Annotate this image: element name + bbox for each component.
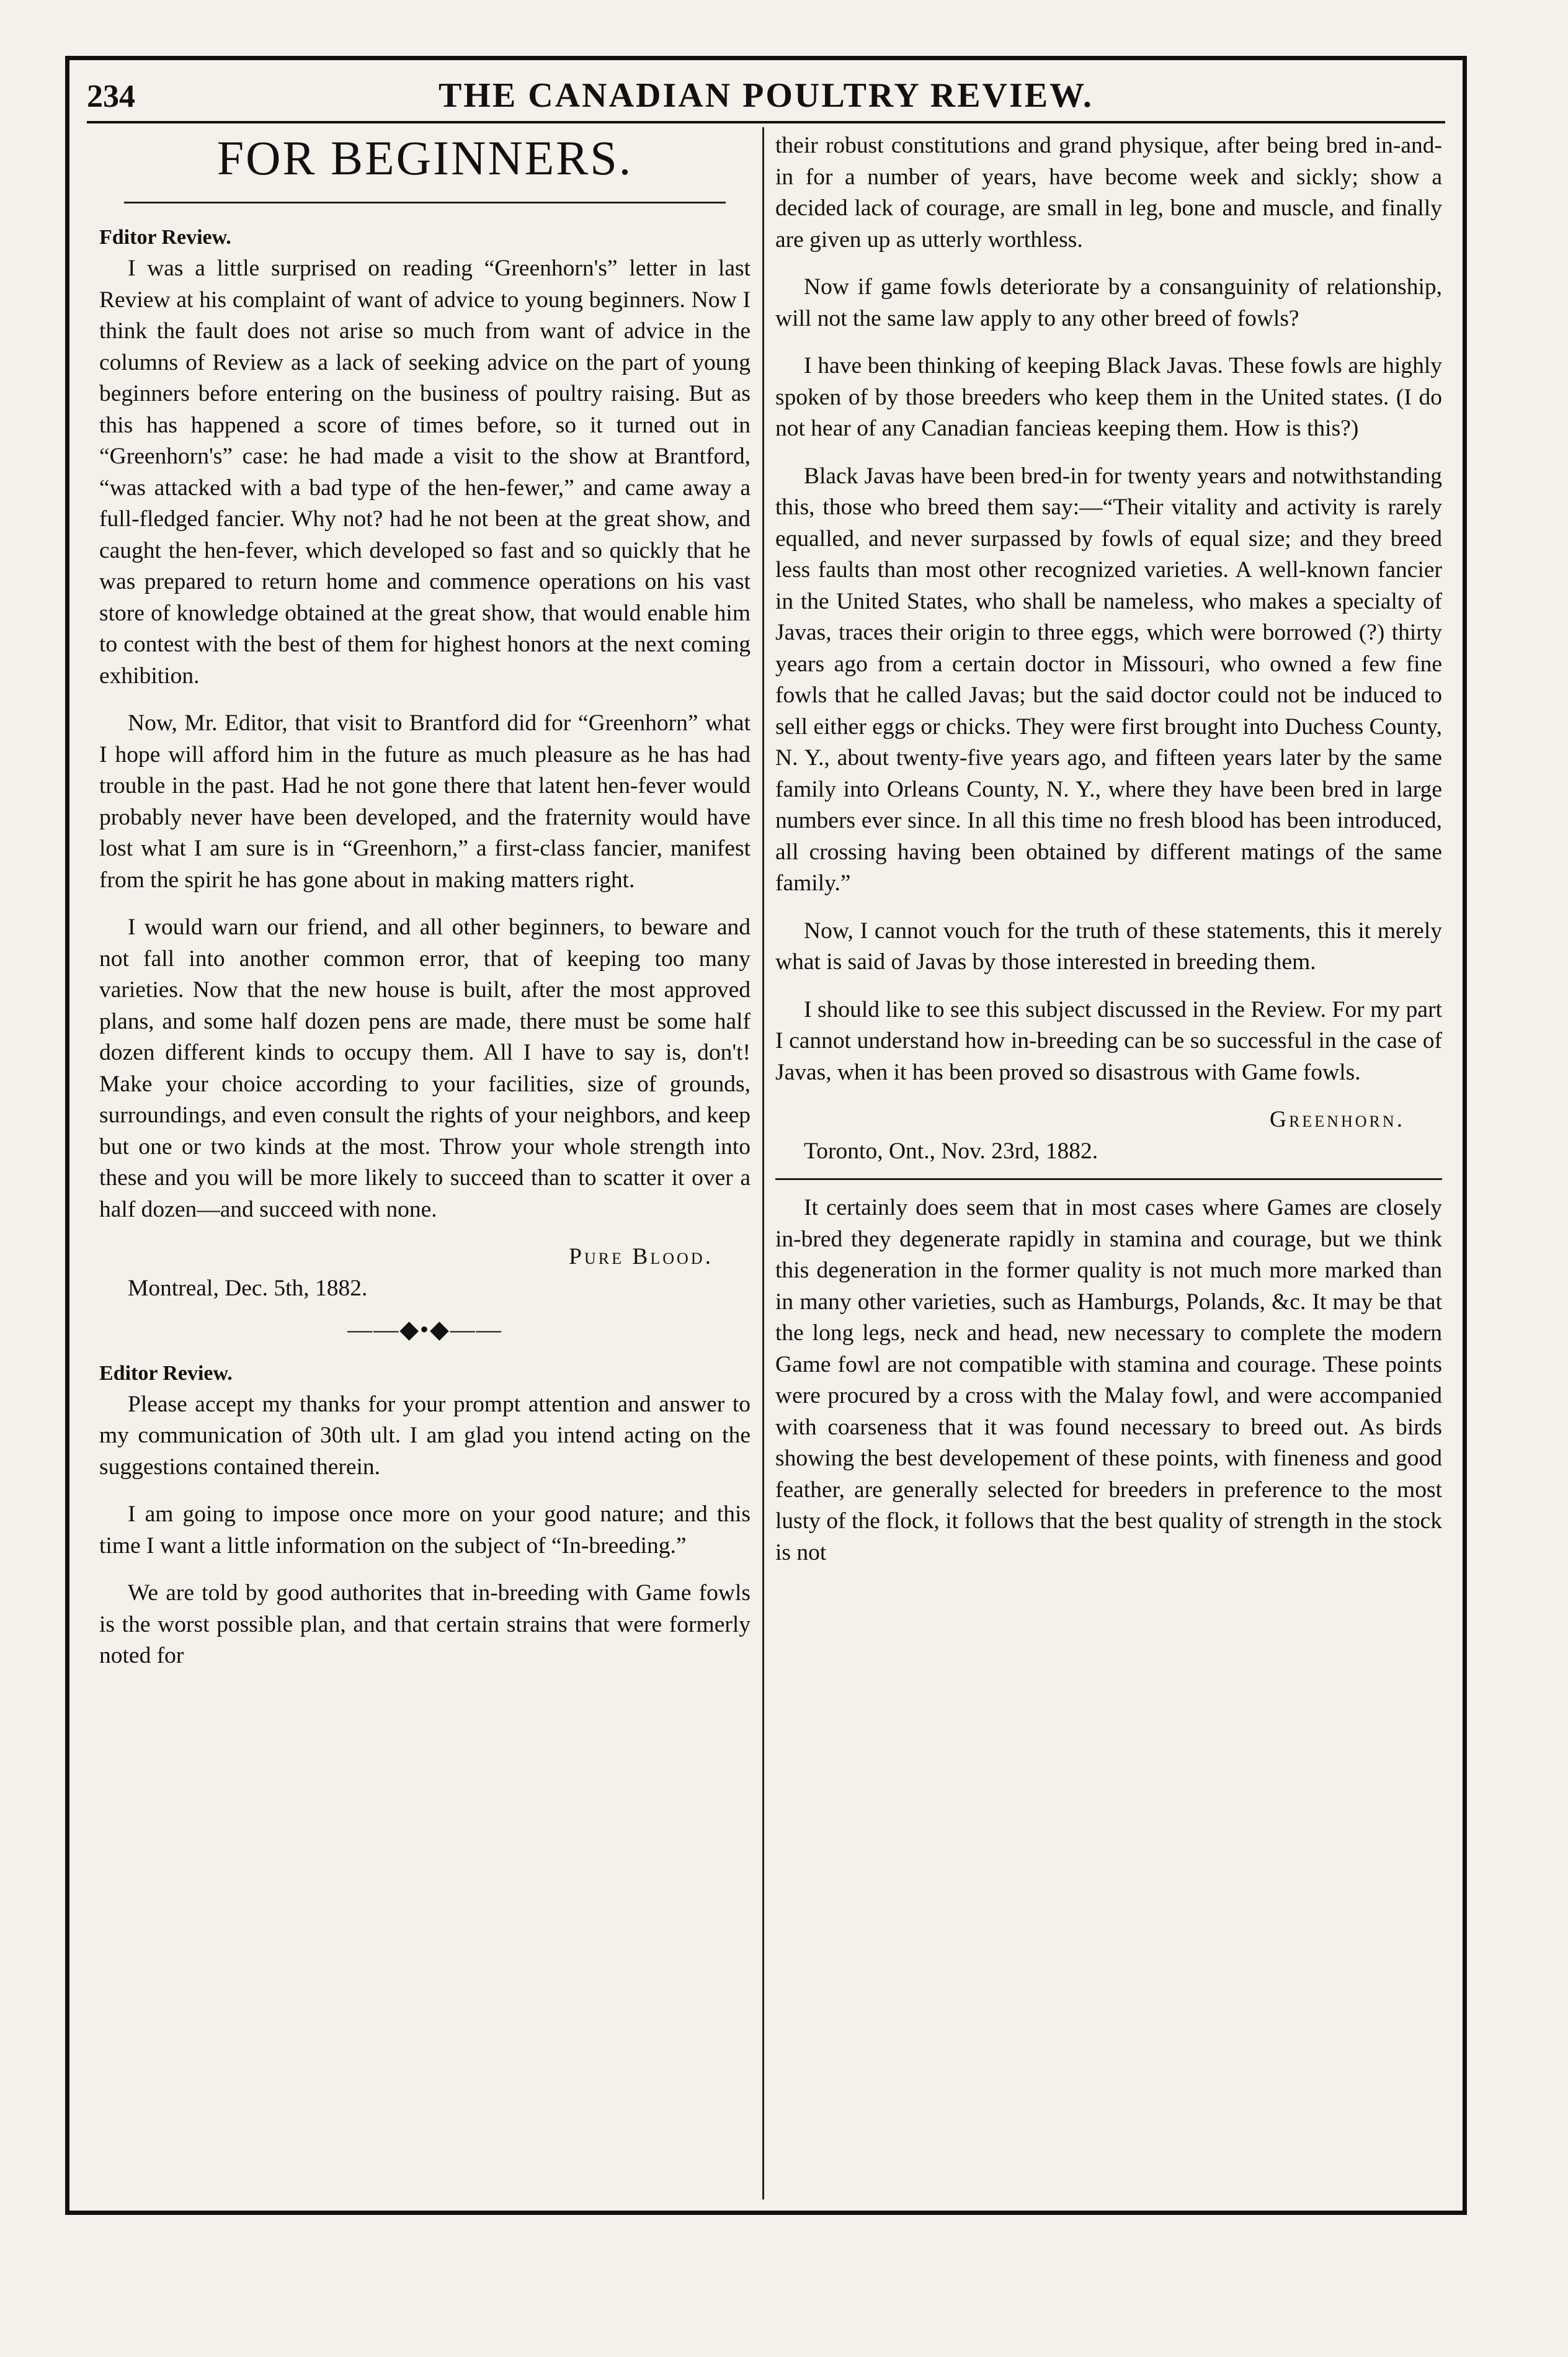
letter2-paragraph-6: I have been thinking of keeping Black Javas. These fowls are highly spoken of by those breeders who keep them in the United states. (I do not hear of any Canadian fancieas keeping them. How is this?) — [775, 353, 1442, 441]
header-rule — [87, 121, 1445, 123]
letter2-signature: Greenhorn. — [1269, 1107, 1405, 1132]
letter1-dateline: Montreal, Dec. 5th, 1882. — [128, 1275, 368, 1301]
letter2-paragraph-3: We are told by good authorites that in-breeding with Game fowls is the worst possible plan, and that certain strains that were formerly noted for — [99, 1580, 751, 1668]
letter2-paragraph-8: Now, I cannot vouch for the truth of these statements, this it merely what is said of Javas by those interested in breeding them. — [775, 918, 1442, 975]
letter2-paragraph-5: Now if game fowls deteriorate by a consanguinity of relationship, will not the same law apply to any other breed of fowls? — [775, 274, 1442, 331]
letter2-paragraph-1: Please accept my thanks for your prompt attention and answer to my communication of 30th ult. I am glad you intend acting on the suggestions contained therein. — [99, 1391, 751, 1480]
section-ornament: ——◆•◆—— — [347, 1315, 502, 1343]
right-column — [775, 130, 1442, 1585]
letter1-paragraph-3: I would warn our friend, and all other beginners, to beware and not fall into another common error, that of keeping too many varieties. Now that the new house is built, after the most approved plans, and some half dozen pens are made, there must be some half dozen different kinds to occupy them. All I have to say is, don't! Make your choice according to your facilities, size of grounds, surroundings, and even consult the rights of your neighbors, and keep but one or two kinds at the most. Throw your whole strength into these and you will be more likely to succeed than to scatter it over a half dozen—and succeed with none. — [99, 915, 751, 1222]
letter1-signature: Pure Blood. — [569, 1244, 713, 1269]
letter1-paragraph-1: I was a little surprised on reading “Greenhorn's” letter in last Review at his complaint of want of advice to young beginners. Now I think the fault does not arise so much from want of advice in the columns of Review as a lack of seeking advice on the part of young beginners before entering on the business of poultry raising. But as this has happened a score of times before, so it turned out in “Greenhorn's” case: he had made a visit to the show at Brantford, “was attacked with a bad type of the hen-fewer,” and came away a full-fledged fancier. Why not? had he not been at the great show, and caught the hen-fever, which developed so fast and so quickly that he was prepared to return home and commence operations on his vast store of knowledge obtained at the great show, that would enable him to contest with the best of them for highest honors at the next coming exhibition. — [99, 256, 751, 689]
letter2-paragraph-2: I am going to impose once more on your good nature; and this time I want a little information on the subject of “In-breeding.” — [99, 1501, 751, 1559]
column-divider — [762, 127, 764, 2199]
letter2-salutation: Editor Review. — [99, 1361, 233, 1385]
editor-note-rule — [775, 1178, 1442, 1180]
section-heading: FOR BEGINNERS. — [216, 131, 633, 185]
letter2-dateline: Toronto, Ont., Nov. 23rd, 1882. — [804, 1138, 1098, 1164]
letter1-salutation: Fditor Review. — [99, 226, 231, 249]
running-title: THE CANADIAN POULTRY REVIEW. — [439, 76, 1094, 115]
letter1-paragraph-2: Now, Mr. Editor, that visit to Brantford did for “Greenhorn” what I hope will afford him in the future as much pleasure as he has had trouble in the past. Had he not gone there that latent hen-fever would probably never have been developed, and the fraternity would have lost what I am sure is in “Greenhorn,” a first-class fancier, manifest from the spirit he has gone about in making matters right. — [99, 710, 751, 893]
heading-rule — [124, 202, 726, 203]
left-column — [99, 130, 751, 1688]
page-number: 234 — [87, 79, 135, 114]
editor-note: It certainly does seem that in most cases where Games are closely in-bred they degenerate rapidly in stamina and courage, but we think this degeneration in the former quality is not much more marked than in many other varieties, such as Hamburgs, Polands, &c. It may be that the long legs, neck and head, new necessary to complete the modern Game fowl are not compatible with stamina and courage. These points were procured by a cross with the Malay fowl, and were accompanied with coarseness that it was found necessary to breed out. As birds showing the best developement of these points, with fineness and good feather, are generally selected for breeders in preference to the most lusty of the flock, it follows that the best quality of strength in the stock is not — [775, 1195, 1442, 1565]
letter2-paragraph-4: their robust constitutions and grand physique, after being bred in-and-in for a number of years, have become week and sickly; show a decided lack of courage, are small in leg, bone and muscle, and finally are given up as utterly worthless. — [775, 133, 1442, 253]
letter2-paragraph-7: Black Javas have been bred-in for twenty years and notwithstanding this, those who breed them say:—“Their vitality and activity is rarely equalled, and never surpassed by fowls of equal size; and they breed less faults than most other recognized varieties. A well-known fancier in the United States, who shall be nameless, who makes a specialty of Javas, traces their origin to three eggs, which were borrowed (?) thirty years ago from a certain doctor in Missouri, who owned a few fine fowls that he called Javas; but the said doctor could not be induced to sell either eggs or chicks. They were first brought into Duchess County, N. Y., about twenty-five years ago, and fifteen years later by the same family into Orleans County, N. Y., where they have been bred in large numbers ever since. In all this time no fresh blood has been introduced, all crossing having been obtained by different matings of the same family.” — [775, 463, 1442, 896]
letter2-paragraph-9: I should like to see this subject discussed in the Review. For my part I cannot understand how in-breeding can be so successful in the case of Javas, when it has been proved so disastrous with Game fowls. — [775, 996, 1442, 1085]
